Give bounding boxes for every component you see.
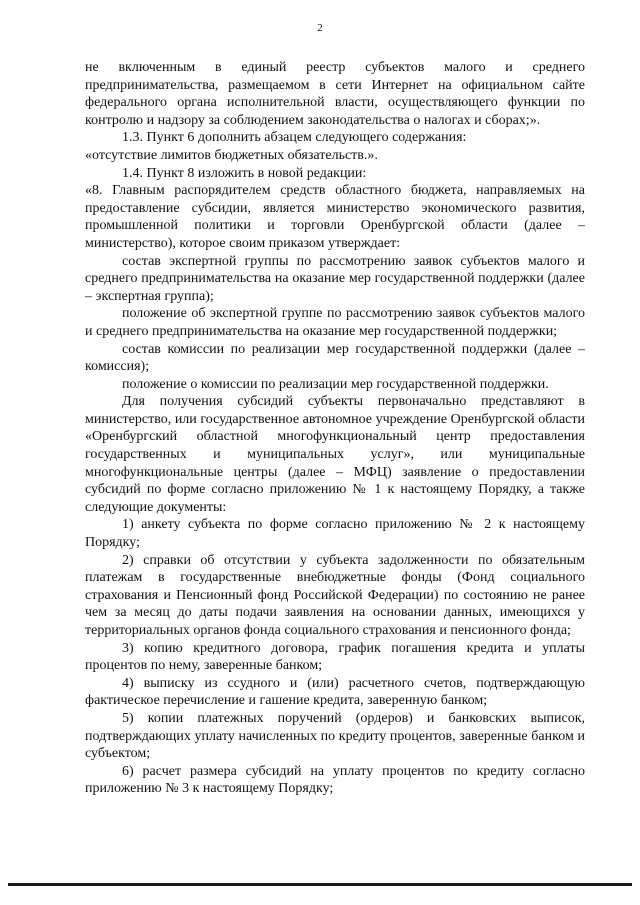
document-body	[85, 59, 585, 798]
bottom-scan-edge-line	[8, 883, 632, 886]
paragraph-item-1-4: 1.4. Пункт 8 изложить в новой редакции:	[122, 165, 367, 181]
paragraph-clause-8: «8. Главным распорядителем средств областного бюджета, направляемых на предоставление субсидии, является министерство экономического развития, промышленной политики и торговли Оренбургской области (далее – министерство), которое своим приказом утверждает:	[85, 183, 585, 251]
page-number: 2	[317, 22, 323, 34]
paragraph-commission-composition: состав комиссии по реализации мер государственной поддержки (далее – комиссия);	[85, 341, 585, 375]
paragraph-expert-group-composition: состав экспертной группы по рассмотрению заявок субъектов малого и среднего предпринимательства на оказание мер государственной поддержки (далее – экспертная группа);	[85, 253, 585, 304]
paragraph-expert-group-regulation: положение об экспертной группе по рассмотрению заявок субъектов малого и среднего предпринимательства на оказание мер государственной поддержки;	[85, 306, 585, 339]
list-item-2: 2) справки об отсутствии у субъекта задолженности по обязательным платежам в государственные внебюджетные фонды (Фонд социального страхования и Пенсионный фонд Российской Федерации) по состоянию не ранее чем за месяц до даты подачи заявления на основании данных, имеющихся у территориальных органов фонда социального страхования и пенсионного фонда;	[85, 552, 585, 638]
paragraph-continuation: не включенным в единый реестр субъектов малого и среднего предпринимательства, размещаемом в сети Интернет на официальном сайте федерального органа исполнительной власти, осуществляющего функции по контролю и надзору за соблюдением законодательства о налогах и сборах;».	[85, 60, 585, 128]
paragraph-item-1-3: 1.3. Пункт 6 дополнить абзацем следующего содержания:	[122, 130, 467, 146]
paragraph-subsidy-application: Для получения субсидий субъекты первоначально представляют в министерство, или государственное автономное учреждение Оренбургской области «Оренбургский областной многофункциональный центр предоставления государственных и муниципальных услуг», или муниципальные многофункциональные центры (далее – МФЦ) заявление о предоставлении субсидий по форме согласно приложению № 1 к настоящему Порядку, а также следующие документы:	[85, 394, 585, 515]
list-item-6: 6) расчет размера субсидий на уплату процентов по кредиту согласно приложению № 3 к настоящему Порядку;	[85, 763, 585, 797]
paragraph-quoted-addition: «отсутствие лимитов бюджетных обязательств.».	[85, 147, 378, 163]
list-item-5: 5) копии платежных поручений (ордеров) и банковских выписок, подтверждающих уплату начисленных по кредиту процентов, заверенные банком и субъектом;	[85, 710, 585, 762]
list-item-1: 1) анкету субъекта по форме согласно приложению № 2 к настоящему Порядку;	[85, 517, 585, 551]
list-item-3: 3) копию кредитного договора, график погашения кредита и уплаты процентов по нему, заверенные банком;	[85, 640, 585, 674]
paragraph-commission-regulation: положение о комиссии по реализации мер государственной поддержки.	[122, 376, 549, 392]
list-item-4: 4) выписку из ссудного и (или) расчетного счетов, подтверждающую фактическое перечисление и гашение кредита, заверенную банком;	[85, 675, 585, 709]
